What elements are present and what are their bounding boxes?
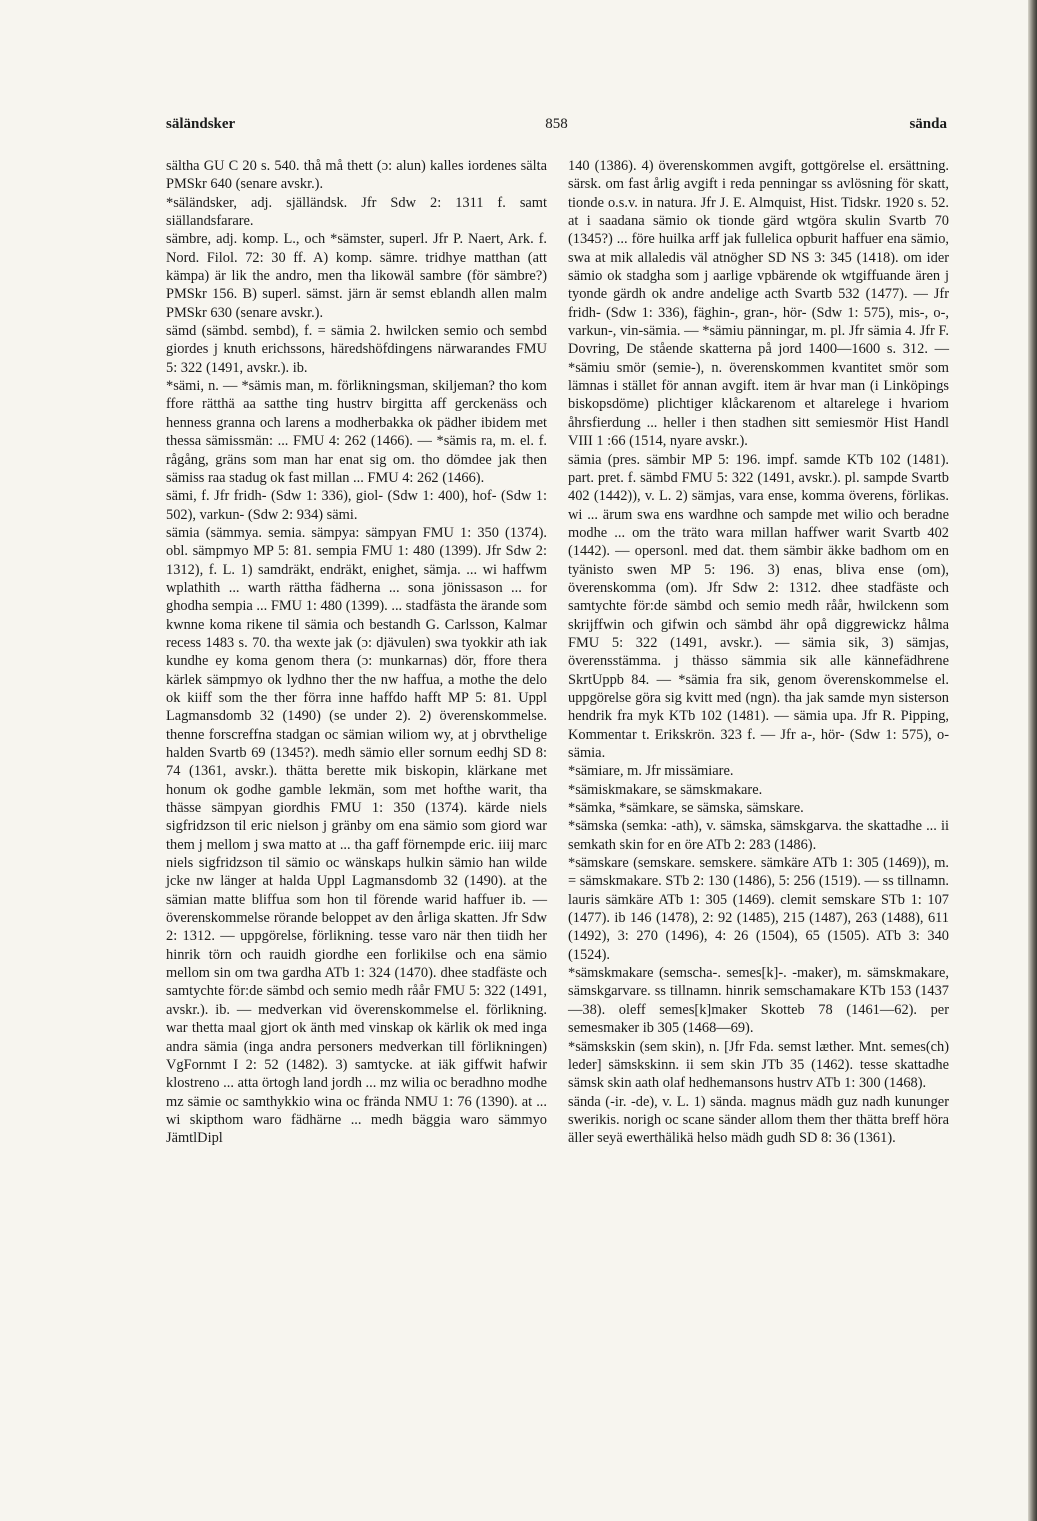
page-edge xyxy=(1028,0,1037,1521)
entry-paragraph: *sämskare (semskare. semskere. sämkäre ATb 1: 305 (1469)), m. = sämskmakare. STb 2: 130 (1486), 5: 256 (1519). — ss tillnamn. lauris sämkäre ATb 1: 305 (1469). clemit semskare STb 1: 107 (1477). ib 146 (1478), 2: 92 (1485), 215 (1487), 263 (1488), 611 (1492), 3: 270 (1496), 4: 26 (1504), 65 (1505). ATb 3: 340 (1524). xyxy=(568,855,949,963)
entry-paragraph: *sämska (semka: -ath), v. sämska, sämskgarva. the skattadhe ... ii semkath skin for en öre ATb 2: 283 (1486). xyxy=(568,818,949,853)
entry-paragraph: *sämi, n. — *sämis man, m. förlikningsman, skiljeman? tho kom ffore rätthä aa satthe ting hustrv birgitta aff gerckenäss och henness granna och larens a modherbakka ok pädher ibidem met thessa sämissmän: ... FMU 4: 262 (1466). — *sämis ra, m. el. f. rågång, gräns som man har enat sig om. tho dömdee jak then sämiss raa stadug ok fast millan ... FMU 4: 262 (1466). xyxy=(166,378,547,486)
entry-paragraph: *sämka, *sämkare, se sämska, sämskare. xyxy=(568,800,804,817)
entry-paragraph: sämia (sämmya. semia. sämpya: sämpyan FMU 1: 350 (1374). obl. sämpmyo MP 5: 81. sempia FMU 1: 480 (1399). Jfr Sdw 2: 1312), f. L. 1) samdräkt, endräkt, enighet, sämja. ... wi haffwm wplathith ... warth rättha fädherna ... sona jönissason ... for ghodha sempia ... FMU 1: 480 (1399). ... stadfästa the ärande som kwnne koma rikene til sämia och bestandh G. Carlsson, Kalmar recess 1483 s. 70. tha wexte jak (ɔ: djävulen) swa tyokkir ath iak kundhe ey koma genom thera (ɔ: munkarnas) dör, ffore thera kärlek sämpmyo ok lydhno ther the nw haffua, a mothe the delo ok kiiff som the ther förra inne haffdo hafft MP 5: 81. Uppl Lagmansdomb 32 (1490) (se under 2). 2) överenskommelse. thenne forscreffna stadgan oc sämian wiliom wy, at j obrvthelige halden Svartb 69 (1345?). medh sämio eller sornum eedhj SD 8: 74 (1361, avskr.). thätta berette mik biskopin, klärkane met honum ok godhe gamble lekmän, som met hofthe warit, tha thässe sämpyan giordhis FMU 1: 350 (1374). kärde niels sigfridzson til eric nielson j gränby om ena sämio som giord war them j mellom j swa matto at ... tha gaff förnempde eric. iiij marc niels sigfridzson til sämio oc wänskaps hulkin sämio han wilde jcke nw länger at halda Uppl Lagmansdomb 32 (1490). at the sämian matte bliffua som hon til förende warid haffuer ib. — överenskommelse rörande beloppet av den årliga skatten. Jfr Sdw 2: 1312. — uppgörelse, förlikning. tesse varo när then tiidh her hinrik törn och rauidh giordhe een forlikilse och ena sämio mellom sin om twa gardha ATb 1: 324 (1470). dhee stadfäste och samtychte för:de sämbd och semio medh råår FMU 5: 322 (1491, avskr.). ib. — medverkan vid överenskommelse el. förlikning. war thetta maal gjort ok änth med vinskap ok kärlik ok med inga andra sämia (inga andra personers medverkan till förlikningen) VgFornmt I 2: 52 (1482). 3) samtycke. at iäk giffwit hafwir klostreno ... atta örtogh land jordh ... mz wilia oc beradhno modhe mz sämie oc samthykkio wina oc frända NMU 1: 76 (1390). at ... wi skipthom waro fädhärne ... medh bäggia waro sämmyo JämtlDipl xyxy=(166,524,547,1147)
entry-paragraph: sämbre, adj. komp. L., och *sämster, superl. Jfr P. Naert, Ark. f. Nord. Filol. 72: 30 ff. A) komp. sämre. tridhye matthan (att kämpa) är lik the andro, men tha likowäl sambre (för sämbre?) PMSkr 156. B) superl. sämst. järn är semst eblandh allen malm PMSkr 630 (senare avskr.). xyxy=(166,231,547,321)
entry-paragraph: *sämiskmakare, se sämskmakare. xyxy=(568,781,763,798)
page-number: 858 xyxy=(545,116,568,132)
entry-paragraph: *sämiare, m. Jfr missämiare. xyxy=(568,763,734,780)
header-right-word: sända xyxy=(909,116,947,132)
entry-paragraph: sämia (pres. sämbir MP 5: 196. impf. samde KTb 102 (1481). part. pret. f. sämbd FMU 5: 322 (1491, avskr.). pl. sampde Svartb 402 (1442)), v. L. 2) sämjas, vara ense, komma överens, förlikas. wi ... ärum swa ens wardhne och sampde met wilio och beradne modhe ... om the träto wara millan haffwer warit Svartb 402 (1442). — opersonl. med dat. them sämbir äkke badhom om en tyänisto swen MP 5: 196. 3) enas, bliva ense (om), överenskomma (om). Jfr Sdw 2: 1312. dhee stadfäste och samtychte för:de sämbd och semio medh råår, hwilckenn som skrijffwin och gifwin och sämbd ähr opå diggrewickz hålma FMU 5: 322 (1491, avskr.). — sämia sik, 3) sämjas, överensstämma. j thässo sämmia sik alle kännefädhrene SkrtUppb 84. — *sämia fra sik, genom överenskommelse el. uppgörelse göra sig kvitt med (ngn). tha jak samde myn sisterson hendrik fra myk KTb 102 (1481). — sämia upa. Jfr R. Pipping, Kommentar t. Erikskrön. 323 f. — Jfr a-, hör- (Sdw 1: 575), o-sämia. xyxy=(568,451,949,761)
right-column xyxy=(568,157,949,1148)
left-column xyxy=(166,157,547,1148)
header-left-word: säländsker xyxy=(166,116,236,132)
entry-paragraph: sända (-ir. -de), v. L. 1) sända. magnus mädh guz nadh kununger swerikis. norigh oc scane sänder allom them ther thätta breff höra äller seyä ewerthälikä helso mädh gudh SD 8: 36 (1361). xyxy=(568,1093,949,1147)
entry-paragraph: *sämskmakare (semscha-. semes[k]-. -maker), m. sämskmakare, sämskgarvare. ss tillnamn. hinrik semschamakare KTb 153 (1437—38). oleff semes[k]maker Skotteb 78 (1461—62). per semesmaker ib 305 (1468—69). xyxy=(568,965,949,1037)
entry-paragraph: *sämskskin (sem skin), n. [Jfr Fda. semst læther. Mnt. semes(ch) leder] sämskskinn. ii sem skin JTb 35 (1462). tesse skattadhe sämsk skin aath olaf hedhemansons hustrv ATb 1: 300 (1468). xyxy=(568,1038,949,1092)
entry-paragraph: sältha GU C 20 s. 540. thå må thett (ɔ: alun) kalles iordenes sälta PMSkr 640 (senare avskr.). xyxy=(166,158,547,193)
entry-paragraph: sämi, f. Jfr fridh- (Sdw 1: 336), giol- (Sdw 1: 400), hof- (Sdw 1: 502), varkun- (Sdw 2: 934) sämi. xyxy=(166,488,547,523)
running-header xyxy=(166,116,947,138)
entry-paragraph: *säländsker, adj. själländsk. Jfr Sdw 2: 1311 f. samt siällandsfarare. xyxy=(166,194,547,230)
entry-paragraph: 140 (1386). 4) överenskommen avgift, gottgörelse el. ersättning. särsk. om fast årlig avgift i reda penningar ss avlösning för skatt, tionde o.s.v. in natura. Jfr J. E. Almquist, Hist. Tidskr. 1920 s. 52. at i saadana sämio ok tionde gärd wtgöra skulin Svartb 70 (1345?) ... före huilka arff jak fullelica opburit haffuer ena sämio, swa at mik allaledis väl atnögher SD NS 3: 345 (1418). om ider sämio ok stadgha som j aarlige vpbärende ok wtgiffuande ären j tyonde gärdh ok andre andelige acth Svartb 532 (1477). — Jfr fridh- (Sdw 1: 336), fäghin-, gran-, hör- (Sdw 1: 575), mis-, o-, varkun-, vin-sämia. — *sämiu pänningar, m. pl. Jfr sämia 4. Jfr F. Dovring, De stående skatterna på jord 1400—1600 s. 312. — *sämiu smör (semie-), n. överenskommen kvantitet smör som lämnas i stället för annan avgift. item är hvar man (i Linköpings biskopsdöme) plichtiger klåckarenom et altarelege i hvariom åhrsfierdung ... heller i then stadhen sitt semiesmör Hist Handl VIII 1 :66 (1514, nyare avskr.). xyxy=(568,158,949,450)
entry-paragraph: sämd (sämbd. sembd), f. = sämia 2. hwilcken semio och sembd giordes j knuth erichssons, häredshöfdingens närwarandes FMU 5: 322 (1491, avskr.). ib. xyxy=(166,323,547,376)
